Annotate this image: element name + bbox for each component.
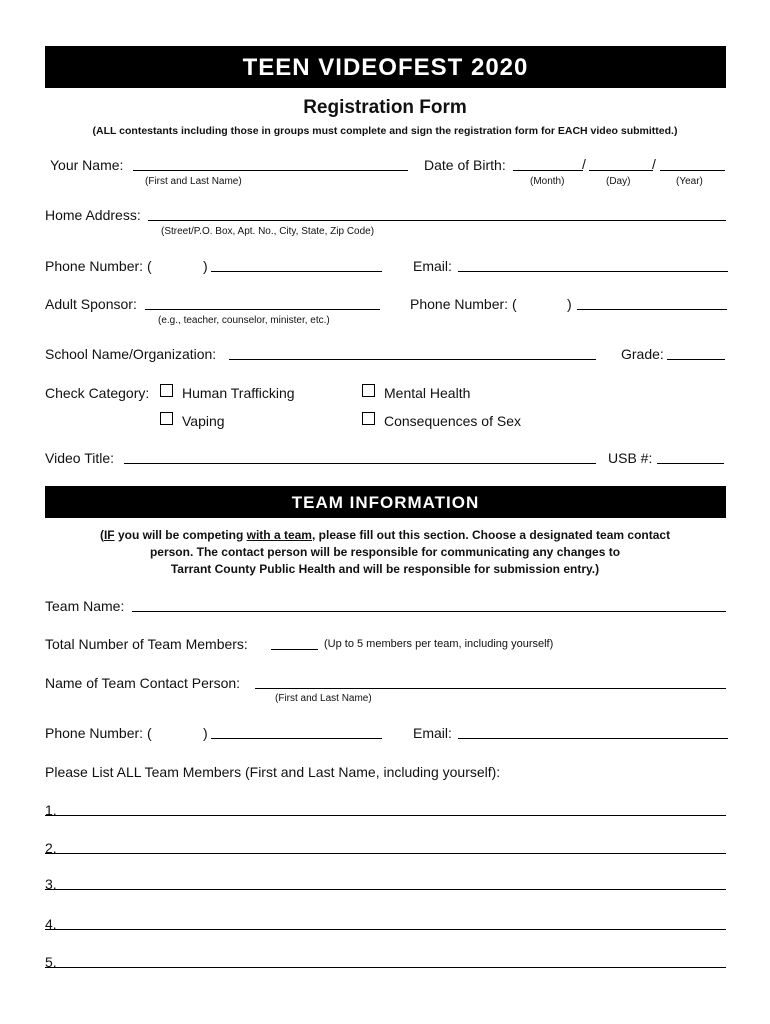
team-note-line-2: person. The contact person will be responsible for communicating any changes to bbox=[149, 545, 621, 559]
address-underline bbox=[148, 220, 726, 221]
school-field[interactable] bbox=[229, 343, 596, 359]
form-subtitle: Registration Form bbox=[303, 97, 467, 118]
dob-year-underline bbox=[660, 170, 725, 171]
email-field[interactable] bbox=[458, 255, 728, 271]
sponsor-underline bbox=[145, 309, 380, 310]
total-members-hint: (Up to 5 members per team, including yourself) bbox=[324, 638, 554, 650]
sponsor-phone-underline bbox=[577, 309, 727, 310]
sponsor-hint: (e.g., teacher, counselor, minister, etc.) bbox=[158, 315, 330, 326]
address-label: Home Address: bbox=[45, 207, 141, 223]
phone-area-code-field[interactable] bbox=[163, 255, 201, 271]
phone-underline bbox=[211, 271, 382, 272]
team-name-underline bbox=[132, 611, 726, 612]
member-2-field[interactable] bbox=[58, 837, 726, 853]
team-note-if: IF bbox=[103, 528, 115, 542]
category-human-trafficking-label: Human Trafficking bbox=[182, 385, 295, 401]
member-4-field[interactable] bbox=[58, 913, 726, 929]
member-number: 2. bbox=[45, 840, 57, 856]
grade-label: Grade: bbox=[621, 346, 664, 362]
category-label: Check Category: bbox=[45, 385, 150, 401]
title-banner bbox=[45, 46, 726, 88]
sponsor-phone-paren-close: ) bbox=[567, 296, 572, 312]
member-3-field[interactable] bbox=[58, 873, 726, 889]
email-underline bbox=[458, 271, 728, 272]
dob-day-field[interactable] bbox=[589, 154, 653, 170]
dob-label: Date of Birth: bbox=[424, 157, 506, 173]
team-note-text: you will be competing bbox=[114, 528, 247, 542]
team-phone-paren-close: ) bbox=[203, 725, 208, 741]
team-phone-area-code-field[interactable] bbox=[163, 722, 201, 738]
usb-field[interactable] bbox=[657, 447, 724, 463]
name-field[interactable] bbox=[133, 154, 408, 170]
team-section-title: TEAM INFORMATION bbox=[291, 493, 480, 512]
member-number: 5. bbox=[45, 954, 57, 970]
team-email-field[interactable] bbox=[458, 722, 728, 738]
name-hint: (First and Last Name) bbox=[145, 176, 242, 187]
team-note-paren: ( bbox=[99, 528, 104, 542]
member-2-underline bbox=[45, 853, 726, 854]
category-mental-health-label: Mental Health bbox=[384, 385, 471, 401]
sponsor-phone-label: Phone Number: ( bbox=[410, 296, 517, 312]
sponsor-phone-field[interactable] bbox=[577, 293, 727, 309]
contact-hint: (First and Last Name) bbox=[275, 693, 372, 704]
total-members-underline bbox=[271, 649, 318, 650]
dob-separator: / bbox=[652, 156, 656, 172]
name-underline bbox=[133, 170, 408, 171]
dob-month-field[interactable] bbox=[513, 154, 583, 170]
school-underline bbox=[229, 359, 596, 360]
total-members-label: Total Number of Team Members: bbox=[45, 636, 248, 652]
team-note-text: , please fill out this section. Choose a designated team contact bbox=[311, 528, 671, 542]
video-title-field[interactable] bbox=[124, 447, 596, 463]
usb-label: USB #: bbox=[608, 450, 653, 466]
member-4-underline bbox=[45, 929, 726, 930]
day-hint: (Day) bbox=[606, 176, 631, 187]
member-number: 4. bbox=[45, 916, 57, 932]
team-banner bbox=[45, 486, 726, 518]
member-1-underline bbox=[45, 815, 726, 816]
team-phone-underline bbox=[211, 738, 382, 739]
team-phone-label: Phone Number: ( bbox=[45, 725, 152, 741]
phone-label: Phone Number: ( bbox=[45, 258, 152, 274]
grade-field[interactable] bbox=[667, 343, 725, 359]
dob-year-field[interactable] bbox=[660, 154, 725, 170]
team-email-label: Email: bbox=[413, 725, 452, 741]
member-5-underline bbox=[45, 967, 726, 968]
month-hint: (Month) bbox=[530, 176, 565, 187]
dob-month-underline bbox=[513, 170, 583, 171]
team-phone-field[interactable] bbox=[211, 722, 382, 738]
contact-underline bbox=[255, 688, 726, 689]
contact-field[interactable] bbox=[255, 672, 726, 688]
team-note-line-1 bbox=[0, 528, 770, 542]
member-number: 3. bbox=[45, 876, 57, 892]
team-email-underline bbox=[458, 738, 728, 739]
member-5-field[interactable] bbox=[58, 951, 726, 967]
total-members-field[interactable] bbox=[271, 633, 318, 649]
contact-label: Name of Team Contact Person: bbox=[45, 675, 241, 691]
school-label: School Name/Organization: bbox=[45, 346, 217, 362]
category-checkbox-vaping[interactable] bbox=[160, 412, 173, 425]
category-checkbox-human-trafficking[interactable] bbox=[160, 384, 173, 397]
sponsor-field[interactable] bbox=[145, 293, 380, 309]
video-title-label: Video Title: bbox=[45, 450, 115, 466]
name-label: Your Name: bbox=[50, 157, 124, 173]
email-label: Email: bbox=[413, 258, 452, 274]
dob-separator: / bbox=[582, 156, 586, 172]
year-hint: (Year) bbox=[676, 176, 703, 187]
usb-underline bbox=[657, 463, 724, 464]
team-name-field[interactable] bbox=[132, 595, 726, 611]
sponsor-label: Adult Sponsor: bbox=[45, 296, 137, 312]
instruction-text: (ALL contestants including those in groups must complete and sign the registration form for EACH video submitted.) bbox=[92, 125, 678, 137]
category-consequences-of-sex-label: Consequences of Sex bbox=[384, 413, 521, 429]
members-label: Please List ALL Team Members (First and Last Name, including yourself): bbox=[45, 764, 501, 780]
category-vaping-label: Vaping bbox=[182, 413, 225, 429]
member-3-underline bbox=[45, 889, 726, 890]
page-title: TEEN VIDEOFEST 2020 bbox=[242, 54, 529, 81]
category-checkbox-consequences-of-sex[interactable] bbox=[362, 412, 375, 425]
phone-paren-close: ) bbox=[203, 258, 208, 274]
team-name-label: Team Name: bbox=[45, 598, 125, 614]
video-title-underline bbox=[124, 463, 596, 464]
category-checkbox-mental-health[interactable] bbox=[362, 384, 375, 397]
team-note-line-3: Tarrant County Public Health and will be responsible for submission entry.) bbox=[170, 562, 600, 576]
address-field[interactable] bbox=[148, 204, 726, 220]
team-note-with-team: with a team bbox=[246, 528, 312, 542]
phone-number-field[interactable] bbox=[211, 255, 382, 271]
member-number: 1. bbox=[45, 802, 57, 818]
address-hint: (Street/P.O. Box, Apt. No., City, State, Zip Code) bbox=[161, 226, 375, 237]
sponsor-phone-area-code-field[interactable] bbox=[528, 293, 566, 309]
dob-day-underline bbox=[589, 170, 653, 171]
member-1-field[interactable] bbox=[58, 799, 726, 815]
grade-underline bbox=[667, 359, 725, 360]
